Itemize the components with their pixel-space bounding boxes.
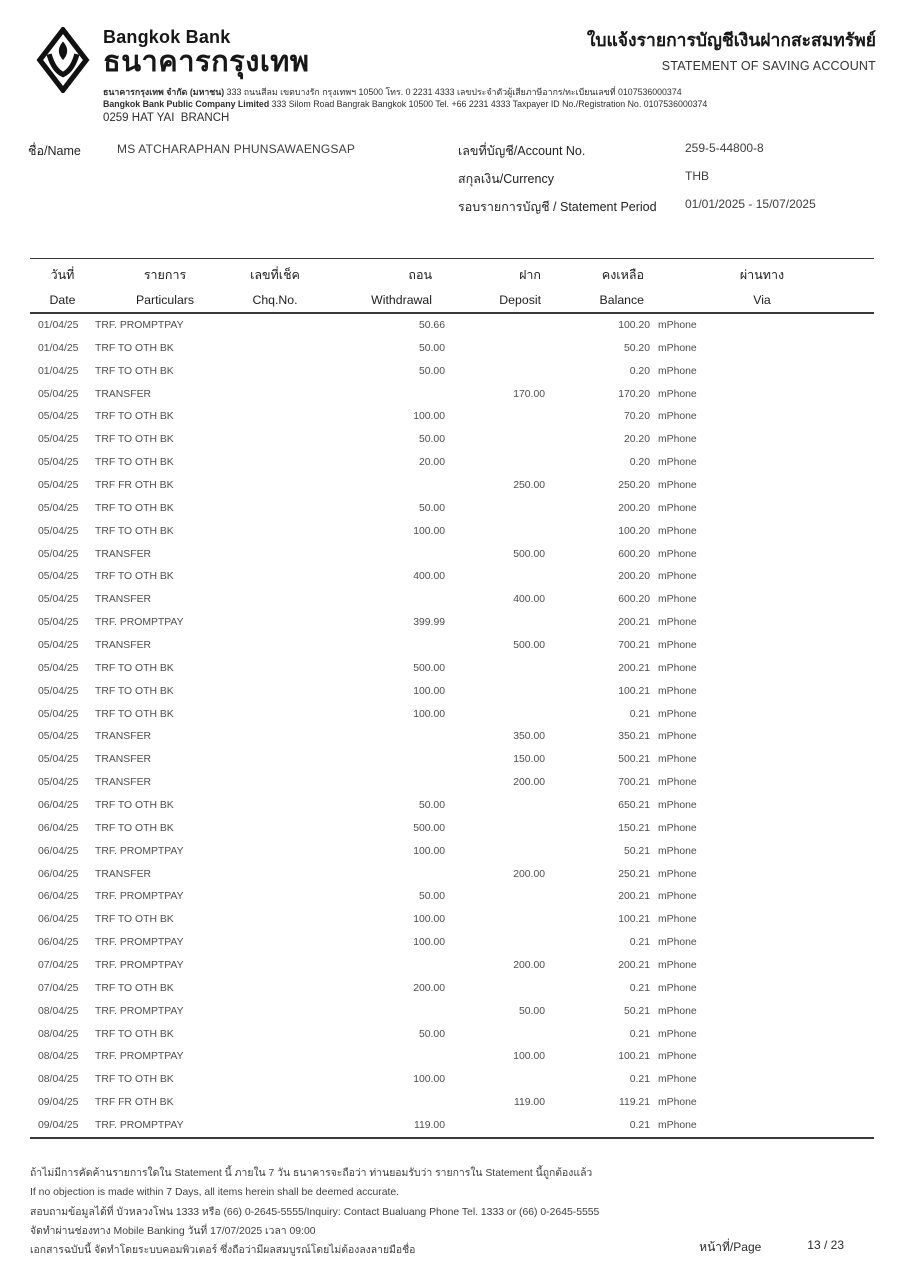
bank-legal-name-th: ธนาคารกรุงเทพ จำกัด (มหาชน) [103, 87, 225, 97]
statement-table [30, 258, 874, 1139]
cell-balance: 650.21 [618, 799, 650, 811]
cell-date: 05/04/25 [38, 594, 79, 606]
cell-date: 05/04/25 [38, 662, 79, 674]
cell-particulars: TRF. PROMPTPAY [95, 1051, 184, 1063]
cell-withdrawal: 20.00 [418, 457, 445, 469]
table-row [30, 360, 874, 383]
cell-balance: 0.21 [629, 937, 650, 949]
cell-date: 07/04/25 [38, 959, 79, 971]
cell-balance: 20.20 [623, 434, 650, 446]
col-header-via-th: ผ่านทาง [739, 267, 785, 282]
cell-via: mPhone [658, 411, 697, 423]
document-title [587, 26, 876, 73]
cell-date: 08/04/25 [38, 1074, 79, 1086]
cell-date: 06/04/25 [38, 914, 79, 926]
cell-balance: 50.21 [623, 1005, 650, 1017]
cell-particulars: TRF TO OTH BK [95, 1028, 174, 1040]
cell-via: mPhone [658, 959, 697, 971]
cell-date: 05/04/25 [38, 548, 79, 560]
cell-via: mPhone [658, 731, 697, 743]
cell-deposit: 170.00 [513, 388, 545, 400]
cell-via: mPhone [658, 1097, 697, 1109]
cell-withdrawal: 100.00 [413, 914, 445, 926]
table-row [30, 680, 874, 703]
cell-withdrawal: 50.00 [418, 342, 445, 354]
bank-address-rest-en: 333 Silom Road Bangrak Bangkok 10500 Tel. +66 2231 4333 Taxpayer ID No./Registration No. 0107536000374 [269, 98, 708, 109]
cell-particulars: TRANSFER [95, 548, 151, 560]
cell-date: 06/04/25 [38, 868, 79, 880]
cell-particulars: TRF TO OTH BK [95, 411, 174, 423]
bank-address-line-en [103, 99, 707, 111]
cell-particulars: TRF. PROMPTPAY [95, 617, 184, 629]
cell-via: mPhone [658, 845, 697, 857]
cell-balance: 700.21 [618, 777, 650, 789]
account-holder-name: MS ATCHARAPHAN PHUNSAWAENGSAP [117, 142, 356, 156]
cell-deposit: 350.00 [513, 731, 545, 743]
cell-via: mPhone [658, 891, 697, 903]
cell-date: 05/04/25 [38, 411, 79, 423]
table-row [30, 908, 874, 931]
footer-note-line: If no objection is made within 7 Days, all items herein shall be deemed accurate. [30, 1187, 400, 1199]
cell-withdrawal: 500.00 [413, 662, 445, 674]
cell-via: mPhone [658, 868, 697, 880]
cell-date: 09/04/25 [38, 1120, 79, 1131]
cell-balance: 100.21 [618, 685, 650, 697]
statement-period-label: รอบรายการบัญชี / Statement Period [458, 200, 657, 214]
bank-name-en: Bangkok Bank [103, 27, 231, 47]
table-row [30, 314, 874, 337]
bangkok-bank-lotus-icon [34, 27, 92, 93]
cell-date: 08/04/25 [38, 1028, 79, 1040]
cell-date: 09/04/25 [38, 1097, 79, 1109]
cell-date: 05/04/25 [38, 525, 79, 537]
cell-via: mPhone [658, 617, 697, 629]
cell-withdrawal: 200.00 [413, 982, 445, 994]
cell-withdrawal: 100.00 [413, 708, 445, 720]
cell-particulars: TRANSFER [95, 731, 151, 743]
table-row [30, 383, 874, 406]
footer-note-line: สอบถามข้อมูลได้ที่ บัวหลวงโฟน 1333 หรือ (66) 0-2645-5555/Inquiry: Contact Bualuang Phone Tel. 1333 or (66) 0-2645-5555 [30, 1206, 600, 1218]
cell-particulars: TRF TO OTH BK [95, 685, 174, 697]
col-header-date-en: Date [49, 293, 76, 307]
table-row [30, 565, 874, 588]
cell-withdrawal: 50.00 [418, 891, 445, 903]
cell-particulars: TRF TO OTH BK [95, 982, 174, 994]
cell-date: 01/04/25 [38, 365, 79, 377]
cell-via: mPhone [658, 502, 697, 514]
col-header-deposit-th: ฝาก [519, 267, 541, 282]
header-row-english [30, 288, 874, 312]
cell-balance: 350.21 [618, 731, 650, 743]
cell-withdrawal: 100.00 [413, 845, 445, 857]
cell-via: mPhone [658, 1120, 697, 1131]
cell-date: 05/04/25 [38, 639, 79, 651]
cell-via: mPhone [658, 319, 697, 331]
cell-particulars: TRANSFER [95, 777, 151, 789]
cell-date: 05/04/25 [38, 388, 79, 400]
table-row [30, 1023, 874, 1046]
table-row [30, 497, 874, 520]
cell-balance: 0.21 [629, 1074, 650, 1086]
table-row [30, 611, 874, 634]
statement-table-header [30, 258, 874, 314]
cell-via: mPhone [658, 388, 697, 400]
cell-withdrawal: 100.00 [413, 525, 445, 537]
table-row [30, 405, 874, 428]
document-title-en: STATEMENT OF SAVING ACCOUNT [661, 59, 876, 73]
bank-address-rest-th: 333 ถนนสีลม เขตบางรัก กรุงเทพฯ 10500 โทร. 0 2231 4333 เลขประจำตัวผู้เสียภาษีอากร/ทะเบียนเลขที่ 0107536000374 [224, 87, 682, 97]
cell-balance: 0.21 [629, 1120, 650, 1131]
table-row [30, 863, 874, 886]
table-row [30, 771, 874, 794]
cell-via: mPhone [658, 434, 697, 446]
col-header-withdrawal-en: Withdrawal [371, 293, 432, 307]
table-row [30, 954, 874, 977]
cell-deposit: 200.00 [513, 777, 545, 789]
table-row [30, 703, 874, 726]
col-header-chq-th: เลขที่เช็ค [250, 267, 300, 282]
footer-note-line: เอกสารฉบับนี้ จัดทำโดยระบบคอมพิวเตอร์ ซึ่งถือว่ามีผลสมบูรณ์โดยไม่ต้องลงลายมือชื่อ [30, 1245, 416, 1257]
bank-address [103, 87, 707, 110]
bank-legal-name-en: Bangkok Bank Public Company Limited [103, 98, 270, 109]
cell-via: mPhone [658, 777, 697, 789]
footer-notes [30, 1164, 599, 1260]
table-row [30, 657, 874, 680]
cell-via: mPhone [658, 639, 697, 651]
table-row [30, 1046, 874, 1069]
table-row [30, 794, 874, 817]
cell-withdrawal: 50.00 [418, 434, 445, 446]
page-indicator [699, 1238, 844, 1257]
table-row [30, 885, 874, 908]
table-row [30, 520, 874, 543]
cell-particulars: TRF. PROMPTPAY [95, 319, 184, 331]
cell-particulars: TRANSFER [95, 754, 151, 766]
currency-row [458, 169, 709, 189]
table-row [30, 634, 874, 657]
cell-particulars: TRF TO OTH BK [95, 571, 174, 583]
cell-particulars: TRF. PROMPTPAY [95, 891, 184, 903]
cell-deposit: 150.00 [513, 754, 545, 766]
cell-balance: 600.20 [618, 594, 650, 606]
cell-via: mPhone [658, 937, 697, 949]
cell-date: 06/04/25 [38, 891, 79, 903]
cell-via: mPhone [658, 754, 697, 766]
bank-name-th: ธนาคารกรุงเทพ [103, 46, 310, 78]
cell-withdrawal: 50.66 [418, 319, 445, 331]
cell-withdrawal: 100.00 [413, 411, 445, 423]
name-label: ชื่อ/Name [28, 144, 81, 158]
cell-balance: 600.20 [618, 548, 650, 560]
cell-particulars: TRF. PROMPTPAY [95, 959, 184, 971]
cell-date: 01/04/25 [38, 319, 79, 331]
col-header-particulars-en: Particulars [135, 293, 195, 307]
cell-balance: 200.20 [618, 502, 650, 514]
cell-via: mPhone [658, 525, 697, 537]
account-number-label: เลขที่บัญชี/Account No. [458, 144, 586, 158]
table-row [30, 474, 874, 497]
cell-via: mPhone [658, 1051, 697, 1063]
table-row [30, 725, 874, 748]
cell-balance: 100.20 [618, 525, 650, 537]
col-header-balance-en: Balance [599, 293, 644, 307]
cell-withdrawal: 500.00 [413, 822, 445, 834]
cell-date: 06/04/25 [38, 822, 79, 834]
cell-balance: 100.21 [618, 1051, 650, 1063]
col-header-balance-th: คงเหลือ [601, 267, 644, 282]
cell-balance: 100.21 [618, 914, 650, 926]
cell-date: 05/04/25 [38, 685, 79, 697]
cell-balance: 50.21 [623, 845, 650, 857]
cell-particulars: TRF. PROMPTPAY [95, 1120, 184, 1131]
cell-particulars: TRF. PROMPTPAY [95, 937, 184, 949]
header-row-thai [30, 261, 874, 288]
cell-deposit: 400.00 [513, 594, 545, 606]
cell-withdrawal: 50.00 [418, 799, 445, 811]
account-number-row [458, 141, 764, 161]
cell-deposit: 50.00 [518, 1005, 545, 1017]
cell-particulars: TRF TO OTH BK [95, 434, 174, 446]
col-header-particulars-th: รายการ [143, 267, 187, 282]
bank-brand [103, 28, 310, 77]
cell-withdrawal: 50.00 [418, 1028, 445, 1040]
currency-value: THB [685, 169, 709, 183]
cell-particulars: TRF TO OTH BK [95, 662, 174, 674]
cell-deposit: 119.00 [513, 1097, 545, 1109]
cell-balance: 200.21 [618, 891, 650, 903]
cell-balance: 100.20 [618, 319, 650, 331]
cell-via: mPhone [658, 1028, 697, 1040]
table-row [30, 931, 874, 954]
cell-balance: 119.21 [618, 1097, 650, 1109]
col-header-chq-en: Chq.No. [252, 293, 298, 307]
cell-particulars: TRF TO OTH BK [95, 822, 174, 834]
cell-via: mPhone [658, 479, 697, 491]
cell-date: 08/04/25 [38, 1051, 79, 1063]
cell-balance: 70.20 [623, 411, 650, 423]
cell-via: mPhone [658, 708, 697, 720]
cell-via: mPhone [658, 662, 697, 674]
cell-via: mPhone [658, 1074, 697, 1086]
footer-note-line: ถ้าไม่มีการคัดค้านรายการใดใน Statement นี้ ภายใน 7 วัน ธนาคารจะถือว่า ท่านยอมรับว่า รายการใน Statement นี้ถูกต้องแล้ว [30, 1168, 593, 1179]
cell-balance: 200.20 [618, 571, 650, 583]
table-row [30, 840, 874, 863]
cell-date: 05/04/25 [38, 571, 79, 583]
footer-note-line: จัดทำผ่านช่องทาง Mobile Banking วันที่ 17/07/2025 เวลา 09:00 [30, 1225, 316, 1237]
cell-deposit: 500.00 [513, 548, 545, 560]
cell-particulars: TRANSFER [95, 868, 151, 880]
cell-balance: 0.20 [629, 457, 650, 469]
cell-withdrawal: 100.00 [413, 937, 445, 949]
col-header-date-th: วันที่ [50, 267, 75, 282]
cell-via: mPhone [658, 548, 697, 560]
cell-withdrawal: 50.00 [418, 365, 445, 377]
document-title-th: ใบแจ้งรายการบัญชีเงินฝากสะสมทรัพย์ [586, 30, 876, 50]
cell-particulars: TRANSFER [95, 594, 151, 606]
cell-particulars: TRF. PROMPTPAY [95, 845, 184, 857]
col-header-withdrawal-th: ถอน [408, 267, 432, 282]
cell-via: mPhone [658, 342, 697, 354]
cell-balance: 250.20 [618, 479, 650, 491]
cell-date: 01/04/25 [38, 342, 79, 354]
cell-date: 08/04/25 [38, 1005, 79, 1017]
table-row [30, 817, 874, 840]
currency-label: สกุลเงิน/Currency [458, 172, 554, 186]
cell-withdrawal: 399.99 [413, 617, 445, 629]
cell-date: 06/04/25 [38, 799, 79, 811]
table-row [30, 1068, 874, 1091]
table-row [30, 543, 874, 566]
cell-date: 05/04/25 [38, 754, 79, 766]
cell-particulars: TRF TO OTH BK [95, 914, 174, 926]
cell-particulars: TRF FR OTH BK [95, 1097, 174, 1109]
table-row [30, 977, 874, 1000]
cell-particulars: TRANSFER [95, 639, 151, 651]
cell-particulars: TRF. PROMPTPAY [95, 1005, 184, 1017]
cell-date: 05/04/25 [38, 479, 79, 491]
cell-via: mPhone [658, 457, 697, 469]
cell-via: mPhone [658, 914, 697, 926]
cell-particulars: TRF TO OTH BK [95, 365, 174, 377]
cell-date: 05/04/25 [38, 777, 79, 789]
cell-particulars: TRF TO OTH BK [95, 457, 174, 469]
cell-balance: 0.21 [629, 708, 650, 720]
cell-withdrawal: 100.00 [413, 685, 445, 697]
cell-via: mPhone [658, 1005, 697, 1017]
page-number: 13 / 23 [807, 1238, 844, 1252]
cell-balance: 700.21 [618, 639, 650, 651]
table-row [30, 1000, 874, 1023]
cell-via: mPhone [658, 822, 697, 834]
table-row [30, 337, 874, 360]
cell-particulars: TRF FR OTH BK [95, 479, 174, 491]
cell-date: 05/04/25 [38, 434, 79, 446]
statement-period-value: 01/01/2025 - 15/07/2025 [685, 197, 816, 211]
col-header-via-en: Via [753, 293, 771, 307]
table-row [30, 748, 874, 771]
col-header-deposit-en: Deposit [499, 293, 541, 307]
statement-table-body [30, 314, 874, 1139]
cell-balance: 0.21 [629, 1028, 650, 1040]
cell-particulars: TRANSFER [95, 388, 151, 400]
cell-withdrawal: 400.00 [413, 571, 445, 583]
table-row [30, 588, 874, 611]
cell-withdrawal: 100.00 [413, 1074, 445, 1086]
cell-via: mPhone [658, 799, 697, 811]
cell-particulars: TRF TO OTH BK [95, 708, 174, 720]
cell-via: mPhone [658, 982, 697, 994]
cell-particulars: TRF TO OTH BK [95, 525, 174, 537]
account-number-value: 259-5-44800-8 [685, 141, 764, 155]
cell-withdrawal: 50.00 [418, 502, 445, 514]
cell-date: 06/04/25 [38, 937, 79, 949]
cell-via: mPhone [658, 594, 697, 606]
cell-date: 05/04/25 [38, 731, 79, 743]
cell-balance: 50.20 [623, 342, 650, 354]
cell-balance: 500.21 [618, 754, 650, 766]
cell-date: 07/04/25 [38, 982, 79, 994]
cell-balance: 250.21 [618, 868, 650, 880]
cell-balance: 170.20 [618, 388, 650, 400]
table-row [30, 1091, 874, 1114]
table-row [30, 451, 874, 474]
bank-address-line-th [103, 87, 707, 99]
cell-deposit: 100.00 [513, 1051, 545, 1063]
page-label: หน้าที่/Page [699, 1240, 762, 1254]
cell-date: 05/04/25 [38, 457, 79, 469]
cell-via: mPhone [658, 571, 697, 583]
cell-particulars: TRF TO OTH BK [95, 799, 174, 811]
cell-deposit: 200.00 [513, 868, 545, 880]
cell-date: 05/04/25 [38, 617, 79, 629]
cell-balance: 150.21 [618, 822, 650, 834]
cell-date: 05/04/25 [38, 502, 79, 514]
cell-date: 05/04/25 [38, 708, 79, 720]
cell-withdrawal: 119.00 [413, 1120, 445, 1131]
cell-deposit: 250.00 [513, 479, 545, 491]
cell-balance: 0.21 [629, 982, 650, 994]
cell-balance: 200.21 [618, 617, 650, 629]
table-row [30, 428, 874, 451]
cell-particulars: TRF TO OTH BK [95, 1074, 174, 1086]
cell-balance: 200.21 [618, 662, 650, 674]
cell-balance: 0.20 [629, 365, 650, 377]
cell-deposit: 500.00 [513, 639, 545, 651]
cell-deposit: 200.00 [513, 959, 545, 971]
branch-name: 0259 HAT YAI BRANCH [103, 112, 230, 124]
statement-period-row [458, 197, 816, 217]
cell-via: mPhone [658, 365, 697, 377]
cell-particulars: TRF TO OTH BK [95, 502, 174, 514]
cell-via: mPhone [658, 685, 697, 697]
cell-date: 06/04/25 [38, 845, 79, 857]
table-row [30, 1114, 874, 1137]
cell-particulars: TRF TO OTH BK [95, 342, 174, 354]
cell-balance: 200.21 [618, 959, 650, 971]
